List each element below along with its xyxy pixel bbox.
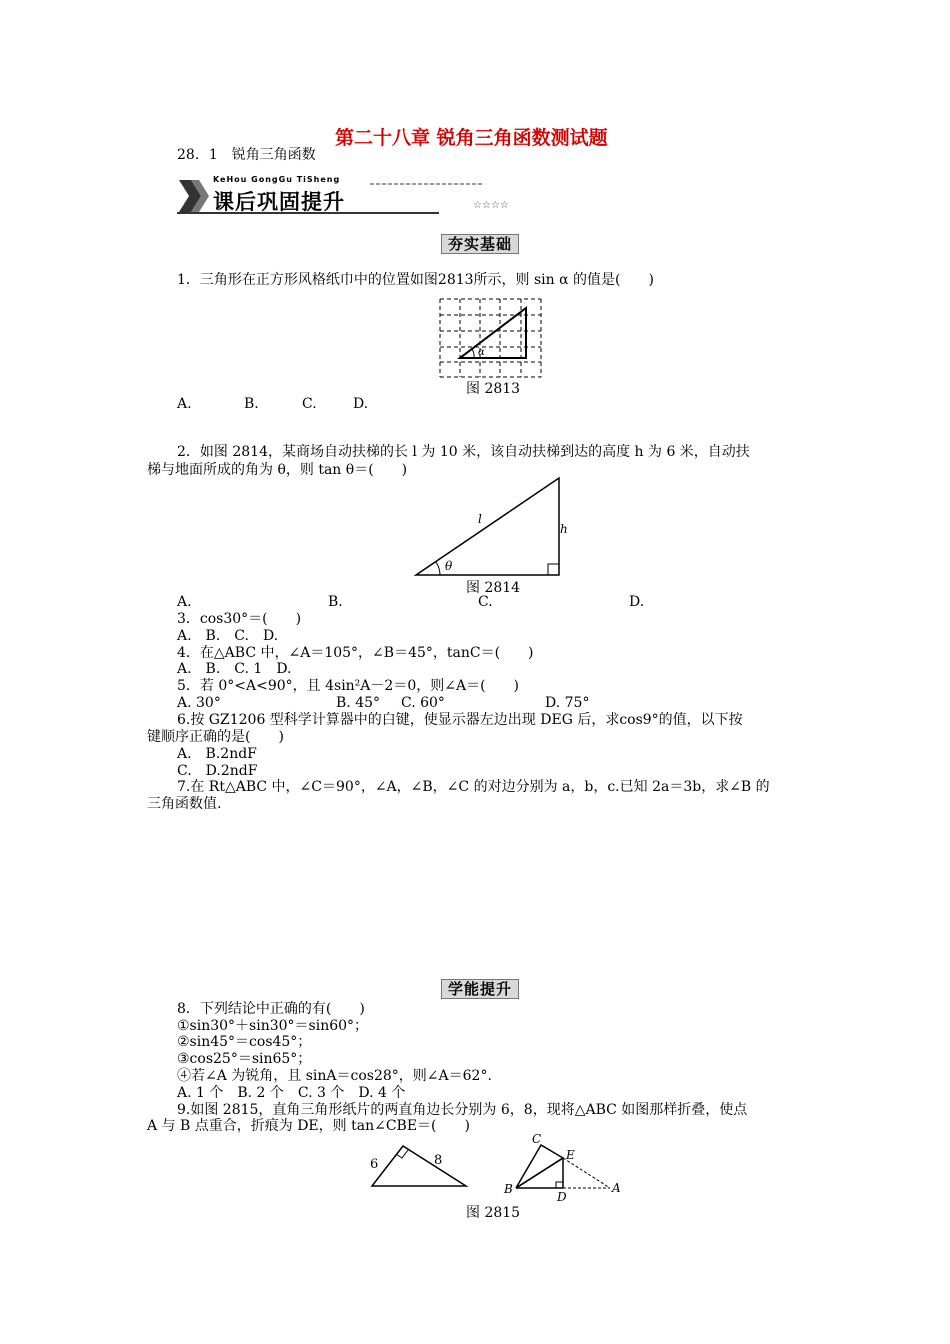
q2-option-c: C. [478,594,493,610]
q1-option-c: C. [302,396,317,412]
q8-item-2: ②sin45°＝cos45°； [177,1034,312,1050]
q2-label-theta: θ [445,559,453,573]
q9-line2: A 与 B 点重合，折痕为 DE，则 tan∠CBE＝( ) [147,1118,470,1134]
q2-option-d: D. [629,594,645,610]
q6-line1: 6.按 GZ1206 型科学计算器中的白键，使显示器左边出现 DEG 后，求cos9°的值，以下按 [177,712,743,728]
section-heading: 28．1 锐角三角函数 [177,147,316,163]
q3-text: 3．cos30°＝( ) [177,611,302,627]
q7-line2: 三角函数值. [147,796,222,812]
q2-escalator-figure [414,476,568,578]
banner-pinyin: KeHou GongGu TiSheng [213,175,341,184]
q9-caption: 图 2815 [466,1205,521,1221]
q5-option-b: B. 45° [336,695,381,711]
q5-text: 5．若 0°<A<90°，且 4sin²A－2＝0，则∠A＝( ) [177,678,519,694]
q9-fold-figure [498,1130,628,1202]
q2-label-l: l [478,512,482,526]
q8-item-1: ①sin30°＋sin30°＝sin60°； [177,1018,369,1034]
q6-options-1: A. B.2ndF [177,746,257,762]
q8-options: A. 1 个 B. 2 个 C. 3 个 D. 4 个 [177,1085,406,1101]
q3-options: A. B. C. D. [177,628,279,644]
q9-side-6: 6 [370,1157,379,1172]
q1-alpha-label: α [478,347,485,358]
q1-caption: 图 2813 [466,381,521,397]
q2-caption: 图 2814 [466,580,521,596]
q9-point-b: B [504,1182,513,1196]
q4-text: 4．在△ABC 中，∠A＝105°，∠B＝45°，tanC＝( ) [177,645,534,661]
q9-point-a: A [612,1181,621,1195]
banner [177,172,527,216]
q2-line1: 2．如图 2814，某商场自动扶梯的长 l 为 10 米，该自动扶梯到达的高度 h 为 6 米，自动扶 [177,444,750,460]
q8-item-3: ③cos25°＝sin65°； [177,1051,312,1067]
q1-option-b: B. [244,396,259,412]
q1-text: 1．三角形在正方形风格纸巾中的位置如图2813所示，则 sin α 的值是( ) [177,272,654,288]
q5-option-a: A. 30° [177,695,221,711]
part2-heading: 学能提升 [441,979,519,999]
q9-line1: 9.如图 2815，直角三角形纸片的两直角边长分别为 6，8，现将△ABC 如图那样折叠，使点 [177,1102,748,1118]
q6-options-2: C. D.2ndF [177,763,258,779]
banner-label: 课后巩固提升 [213,190,345,214]
q9-point-c: C [532,1132,542,1146]
banner-stars: ☆☆☆☆ [473,200,509,211]
q8-text: 8．下列结论中正确的有( ) [177,1001,365,1017]
q2-line2: 梯与地面所成的角为 θ，则 tan θ＝( ) [147,462,408,478]
q4-options: A. B. C. 1 D. [177,661,292,677]
page-title: 第二十八章 锐角三角函数测试题 [335,127,608,149]
q8-item-4: ④若∠A 为锐角，且 sinA＝cos28°，则∠A＝62°. [177,1068,492,1084]
q5-option-c: C. 60° [401,695,445,711]
q6-line2: 键顺序正确的是( ) [147,729,284,745]
q9-point-e: E [566,1148,575,1162]
q5-option-d: D. 75° [545,695,590,711]
part1-heading: 夯实基础 [441,234,519,254]
q2-label-h: h [560,522,568,536]
q1-option-d: D. [353,396,369,412]
q2-option-b: B. [328,594,343,610]
q7-line1: 7.在 Rt△ABC 中，∠C＝90°，∠A，∠B，∠C 的对边分别为 a，b，c.已知 2a＝3b，求∠B 的 [177,779,770,795]
q9-paper-figure [360,1138,470,1190]
q1-grid-figure [438,296,544,380]
q1-option-a: A. [177,396,192,412]
q9-point-d: D [557,1190,567,1204]
q2-option-a: A. [177,594,192,610]
q9-side-8: 8 [434,1153,443,1168]
